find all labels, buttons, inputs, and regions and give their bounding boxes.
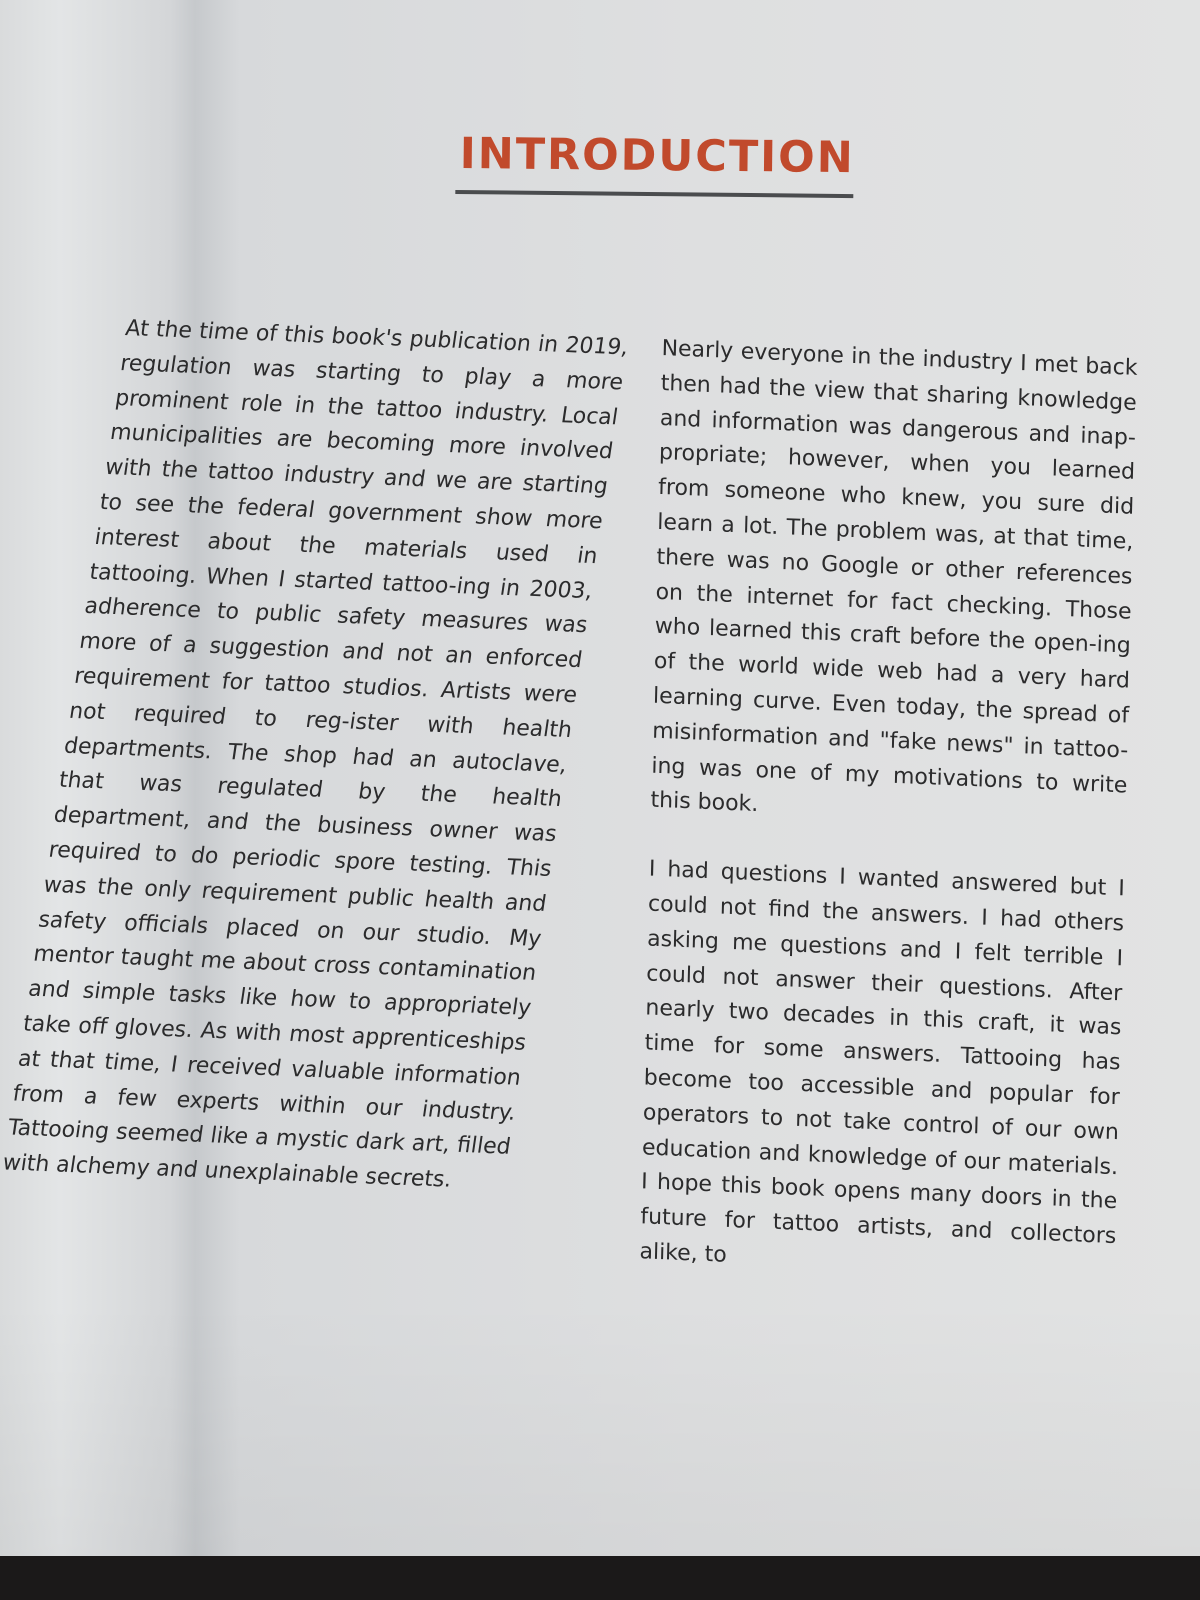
page-shadow — [0, 1300, 1200, 1558]
paragraph-right-2: I had questions I wanted answered but I could not find the answers. I had others asking me questions and I felt terrible I could not answer their questions. After nearly two decades in this craft, it was time for some answers. Tattooing has become too accessible and popular for operators to not take control of our own education and knowledge of our materials. I hope this book opens many doors in the future for tattoo artists, and collectors alike, to — [639, 856, 1126, 1268]
chapter-title: INTRODUCTION — [459, 128, 855, 184]
right-column — [639, 332, 1138, 1290]
paragraph-right-1: Nearly everyone in the industry I met back then had the view that sharing knowledge and information was dangerous and inap-propriate; however, when you learned from someone who knew, you sure did learn a lot. The problem was, at that time, there was no Google or other references on the internet for fact checking. Those who learned this craft before the open-ing of the world wide web had a very hard learning curve. Even today, the spread of misinformation and "fake news" in tattoo-ing was one of my motivations to write this book. — [650, 335, 1138, 818]
left-column — [0, 312, 630, 1201]
table-surface — [0, 1556, 1200, 1600]
paragraph-left-1: At the time of this book's publication in 2019, regulation was starting to play a more prominent role in the tattoo industry. Local municipalities are becoming more involved with the tattoo industry and we are starting to see the federal government show more interest about the materials used in tattooing. When I started tattoo-ing in 2003, adherence to public safety measures was more of a suggestion and not an enforced requirement for tattoo studios. Artists were not required to reg-ister with health departments. The shop had an autoclave, that was regulated by the health department, and the business owner was required to do periodic spore testing. This was the only requirement public health and safety officials placed on our studio. My mentor taught me about cross contamination and simple tasks like how to appropriately take off gloves. As with most apprenticeships at that time, I received valuable information from a few experts within our industry. Tattooing seemed like a mystic dark art, filled with alchemy and unexplainable secrets. — [1, 315, 630, 1193]
